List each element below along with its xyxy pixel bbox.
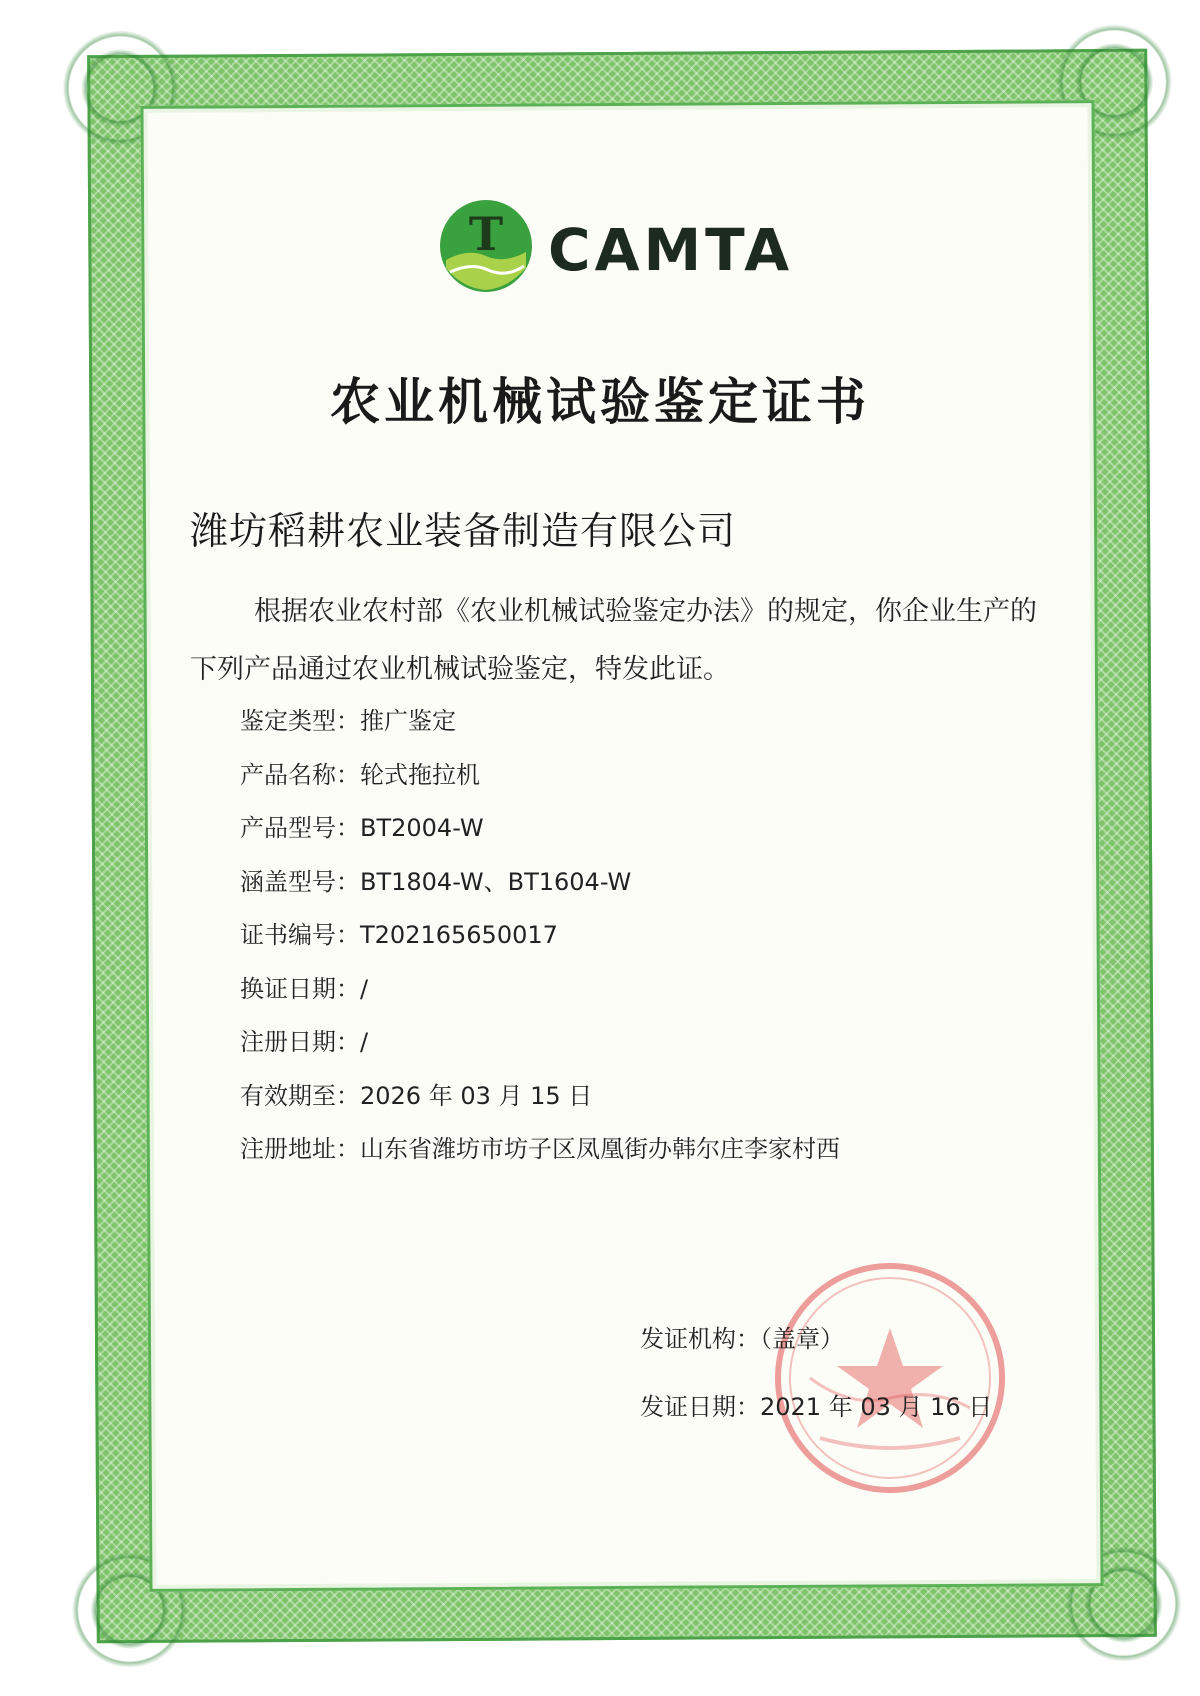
field-value: 山东省潍坊市坊子区凤凰街办韩尔庄李家村西 [360,1135,840,1163]
certificate-title: 农业机械试验鉴定证书 [330,372,870,431]
field-value: 推广鉴定 [360,707,456,735]
field-product-model [240,802,840,856]
issuer-value: （盖章） [760,1325,844,1353]
field-registered-address [240,1123,840,1177]
field-certificate-number [240,909,840,963]
issue-date-label: 发证日期： [640,1393,760,1421]
field-label: 换证日期： [240,974,360,1003]
issue-date [640,1373,992,1441]
field-covered-models [240,856,840,910]
company-name: 潍坊稻耕农业装备制造有限公司 [190,509,737,553]
field-registration-date [240,1016,840,1070]
field-value: T202165650017 [360,921,558,949]
field-valid-until [240,1070,840,1124]
issuer-label: 发证机构： [640,1325,760,1353]
field-label: 产品型号： [240,814,360,842]
field-appraisal-type [240,695,840,749]
camta-logo [438,198,818,298]
field-renewal-date [240,963,840,1017]
field-value: BT1804-W、BT1604-W [360,867,632,896]
svg-text:T: T [468,207,504,261]
field-value: BT2004-W [360,814,484,842]
issuing-authority [640,1305,992,1373]
field-value: / [360,1028,369,1056]
field-value: 2026 年 03 月 15 日 [360,1081,593,1110]
camta-wordmark: CAMTA [548,216,794,284]
field-label: 注册日期： [240,1028,360,1056]
issue-date-value: 2021 年 03 月 16 日 [760,1393,993,1421]
field-value: 轮式拖拉机 [360,760,480,789]
field-value: / [360,974,369,1003]
issuer-block [640,1305,992,1441]
field-label: 鉴定类型： [240,707,360,735]
field-label: 注册地址： [240,1135,360,1163]
camta-logo-icon [438,198,534,294]
certificate-statement: 根据农业农村部《农业机械试验鉴定办法》的规定，你企业生产的下列产品通过农业机械试验鉴定，特发此证。 [190,596,1037,685]
field-label: 证书编号： [240,921,360,949]
field-label: 有效期至： [240,1081,360,1110]
field-product-name [240,749,840,803]
field-label: 产品名称： [240,760,360,789]
field-label: 涵盖型号： [240,867,360,896]
certificate-fields [240,695,840,1177]
